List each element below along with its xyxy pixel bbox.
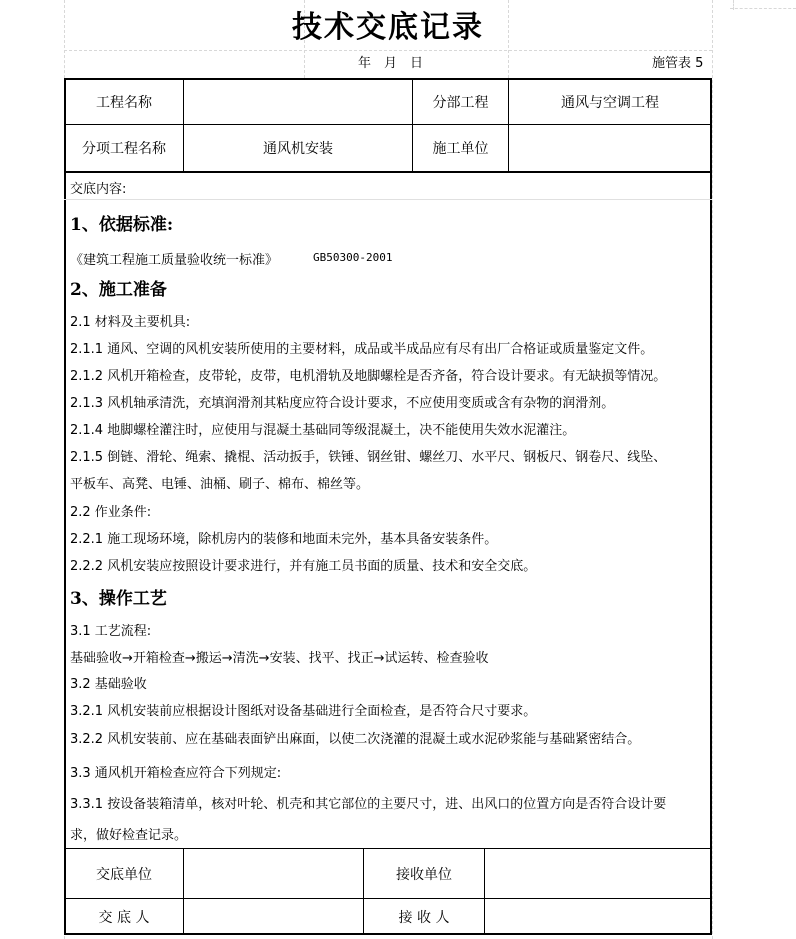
content-line: 2.2 作业条件: <box>70 505 152 520</box>
date-label: 年 月 日 <box>358 56 424 71</box>
content-line: 3.2.1 风机安装前应根据设计图纸对设备基础进行全面检查，是否符合尺寸要求。 <box>70 704 537 719</box>
grid-line <box>712 0 713 939</box>
receiver-unit-label: 接收单位 <box>363 848 485 899</box>
content-intro-row <box>64 172 712 200</box>
standard-name: 《建筑工程施工质量验收统一标准》 <box>70 253 279 268</box>
content-line: 3.2.2 风机安装前、应在基础表面铲出麻面，以使二次浇灌的混凝土或水泥砂浆能与基础紧密结合。 <box>70 732 641 747</box>
section-2-title: 2、施工准备 <box>70 280 167 300</box>
item-name-label: 分项工程名称 <box>64 124 184 172</box>
receiver-unit-value[interactable] <box>484 848 712 899</box>
content-line: 2.2.1 施工现场环境，除机房内的装修和地面未完外，基本具备安装条件。 <box>70 532 498 547</box>
content-line: 2.1.2 风机开箱检查，皮带轮，皮带，电机滑轨及地脚螺栓是否齐备，符合设计要求。有无缺损等情况。 <box>70 369 667 384</box>
item-name-value[interactable]: 通风机安装 <box>183 124 413 172</box>
section-3-title: 3、操作工艺 <box>70 589 167 609</box>
content-line: 3.3.1 按设备装箱清单，核对叶轮、机壳和其它部位的主要尺寸，进、出风口的位置方向是否符合设计要 <box>70 797 667 812</box>
content-line: 2.2.2 风机安装应按照设计要求进行，并有施工员书面的质量、技术和安全交底。 <box>70 559 537 574</box>
receiver-person-label: 接 收 人 <box>363 898 485 935</box>
content-line: 3.2 基础验收 <box>70 677 147 692</box>
contractor-label: 施工单位 <box>412 124 509 172</box>
sub-project-label: 分部工程 <box>412 78 509 125</box>
issuer-unit-value[interactable] <box>183 848 364 899</box>
document-title: 技术交底记录 <box>292 10 484 45</box>
project-name-value[interactable] <box>183 78 413 125</box>
form-number: 施管表 5 <box>652 56 704 71</box>
section-1-title: 1、依据标准: <box>70 215 174 235</box>
project-name-label: 工程名称 <box>64 78 184 125</box>
content-line: 3.3 通风机开箱检查应符合下列规定: <box>70 766 282 781</box>
contractor-value[interactable] <box>508 124 712 172</box>
content-line: 2.1 材料及主要机具: <box>70 315 191 330</box>
issuer-person-label: 交 底 人 <box>64 898 184 935</box>
receiver-person-value[interactable] <box>484 898 712 935</box>
grid-line <box>64 50 712 51</box>
content-line: 2.1.4 地脚螺栓灌注时，应使用与混凝土基础同等级混凝土，决不能使用失效水泥灌注。 <box>70 423 576 438</box>
content-line: 平板车、高凳、电锤、油桶、刷子、棉布、棉丝等。 <box>70 477 370 492</box>
issuer-person-value[interactable] <box>183 898 364 935</box>
content-line: 3.1 工艺流程: <box>70 624 152 639</box>
content-intro: 交底内容: <box>70 182 127 197</box>
standard-code: GB50300-2001 <box>313 251 393 264</box>
content-line: 求，做好检查记录。 <box>70 828 188 843</box>
content-line: 2.1.3 风机轴承清洗，充填润滑剂其粘度应符合设计要求，不应使用变质或含有杂物的润滑剂。 <box>70 396 615 411</box>
content-line: 2.1.5 倒链、滑轮、绳索、撬棍、活动扳手，铁锤、钢丝钳、螺丝刀、水平尺、钢板尺、钢卷尺、线坠、 <box>70 450 667 465</box>
content-line: 2.1.1 通风、空调的风机安装所使用的主要材料，成品或半成品应有尽有出厂合格证或质量鉴定文件。 <box>70 342 654 357</box>
issuer-unit-label: 交底单位 <box>64 848 184 899</box>
sub-project-value[interactable]: 通风与空调工程 <box>508 78 712 125</box>
process-flow: 基础验收→开箱检查→搬运→清洗→安装、找平、找正→试运转、检查验收 <box>70 651 489 666</box>
grid-line <box>730 8 796 9</box>
